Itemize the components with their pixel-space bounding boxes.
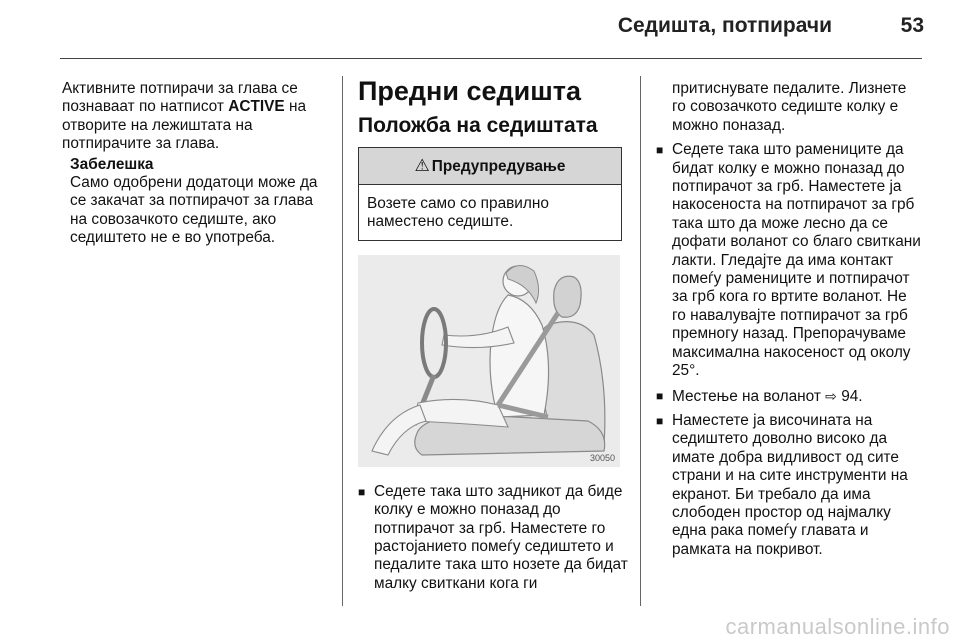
bullet-square-icon: ■ (656, 388, 664, 403)
page-header-title: Седишта, потпирачи (617, 14, 832, 37)
bullet-list (656, 141, 924, 559)
list-item: ■ Местење на воланот ⇨ 94. (656, 387, 863, 405)
continued-text: притиснувате педалите. Лизнете го совозачкото седиште колку е можно поназад. (672, 80, 907, 134)
note-text: Само одобрени додатоци може да се закачат за потпирачот за глава на совозачкото седиште, ако седиштето не е во употреба. (70, 174, 318, 247)
active-headrest-paragraph: Активните потпирачи за глава се познаваат по натписот ACTIVE на отворите на лежиштата на потпирачите за глава. (62, 80, 307, 153)
page-reference-icon[interactable]: ⇨ (825, 387, 837, 404)
column-divider (640, 76, 641, 606)
bullet-square-icon: ■ (656, 413, 664, 428)
column-middle (358, 75, 630, 599)
warning-header (359, 148, 621, 185)
note-block (70, 156, 334, 248)
watermark: carmanualsonline.info (725, 614, 950, 639)
bullet-square-icon: ■ (656, 143, 664, 158)
section-heading: Предни седишта (358, 76, 581, 106)
note-title: Забелешка (70, 155, 154, 173)
list-item: ■ Седете така што рамениците да бидат колку е можно поназад до потпирачот за грб. Наместете ја накосеноста на потпирачот за грб така што да може лесно да се дофати воланот со благо свиткани лакти. Гледајте да има контакт помеѓу рамениците и потпирачот за грб кога го вртите воланот. Не го навалувајте потпирачот за грб премногу назад. Препорачуваме максимална накосеност од околу 25°. (656, 141, 921, 380)
illustration-code: 30050 (590, 452, 616, 463)
page-number: 53 (900, 14, 924, 37)
bullet-square-icon: ■ (358, 484, 366, 499)
warning-text: Возете само со правилно наместено седиште. (367, 195, 549, 231)
warning-title: Предупредување (431, 158, 566, 175)
header-rule (60, 58, 922, 59)
column-left (62, 80, 334, 248)
column-right (656, 80, 924, 565)
page-reference[interactable]: 94. (841, 387, 863, 405)
warning-triangle-icon: ⚠ (414, 156, 430, 175)
column-divider (342, 76, 343, 606)
list-item: ■ Седете така што задникот да биде колку е можно поназад до потпирачот за грб. Наместете го растојанието помеѓу седиштето и педалите така што нозете да бидат малку свиткани кога ги (358, 482, 628, 592)
active-label: ACTIVE (228, 98, 285, 116)
section-subheading: Положба на седиштата (358, 114, 598, 137)
seat-position-illustration (358, 255, 620, 467)
list-item: ■ Наместете ја височината на седиштето доволно високо да имате добра видливост од сите страни и на сите инструменти на екранот. Би требало да има слободен простор од најмалку една рака помеѓу главата и рамката на покривот. (656, 411, 908, 558)
warning-box (358, 147, 622, 241)
bullet-list (358, 483, 630, 593)
